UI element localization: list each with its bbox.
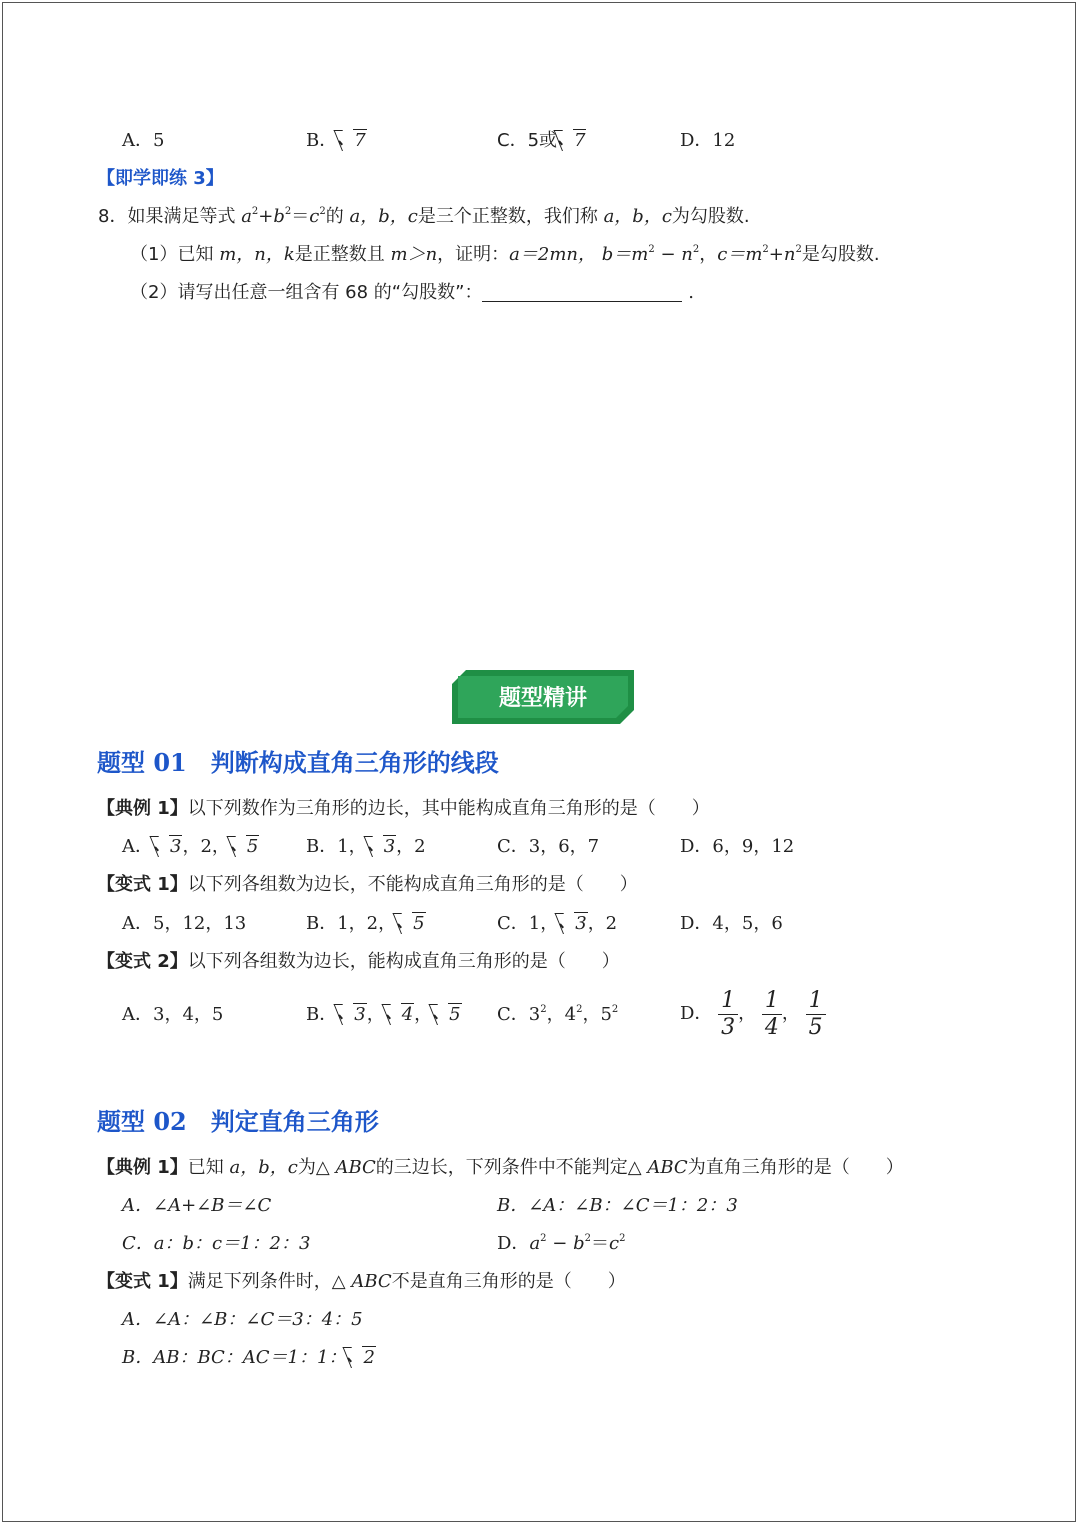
type01-ex1-option-a: A． 3，2， 5 [122,836,259,857]
type01-v2-option-d: D． $\frac{1}{3}$ ， $\frac{1}{4}$ ， $\frac{1}{5}$ [680,984,826,1044]
fraction-1-5: $\frac{1}{5}$ [806,988,826,1041]
option-b: B． 7 [306,130,366,151]
fraction-1-4: $\frac{1}{4}$ [762,988,782,1041]
answer-blank[interactable] [482,281,682,302]
type01-v1-option-a: A．5，12，13 [122,913,247,934]
type01-v2-option-b: B． 3， 4， 5 [306,1004,461,1025]
type02-v1-option-b: B．AB：BC：AC＝1：1： 2 [122,1347,375,1368]
type01-variant-2: 【变式 2】以下列各组数为边长，能构成直角三角形的是（ ） [97,951,620,972]
section-banner [452,670,634,724]
banner-label: 题型精讲 [498,686,588,711]
type02-example-1: 【典例 1】已知 a，b，c为△ ABC的三边长，下列条件中不能判定△ ABC为直角三角形的是（ ） [97,1157,904,1178]
type01-v2-option-c: C．$3^2$，$4^2$，$5^2$ [497,1004,619,1025]
option-c: C．5或 7 [497,130,586,151]
type02-ex1-option-d: D．$a^2 - b^2=c^2$ [497,1233,626,1254]
type01-example-1: 【典例 1】以下列数作为三角形的边长，其中能构成直角三角形的是（ ） [97,798,710,819]
type01-v1-option-d: D．4，5，6 [680,913,783,934]
type-02-title: 题型 02 判定直角三角形 [97,1107,379,1136]
type01-v2-option-a: A．3，4，5 [122,1004,224,1025]
question-8-part-2: （2）请写出任意一组含有 68 的“勾股数”： . [130,282,694,303]
type02-ex1-option-c: C．a：b：c＝1：2：3 [122,1233,311,1254]
fraction-1-3: $\frac{1}{3}$ [718,988,738,1041]
type01-ex1-option-d: D．6，9，12 [680,836,795,857]
type02-v1-option-a: A．∠A：∠B：∠C＝3：4：5 [122,1309,363,1330]
type-01-title: 题型 01 判断构成直角三角形的线段 [97,748,499,777]
type01-v1-option-b: B．1，2， 5 [306,913,425,934]
practice-heading: 【即学即练 3】 [97,168,224,189]
type01-v1-option-c: C．1， 3，2 [497,913,618,934]
type02-ex1-option-b: B．∠A：∠B：∠C＝1：2：3 [497,1195,738,1216]
type01-variant-1: 【变式 1】以下列各组数为边长，不能构成直角三角形的是（ ） [97,874,638,895]
option-a: A．5 [122,130,165,151]
question-8: 8．如果满足等式 $a^2+b^2=c^2$的 a，b，c是三个正整数，我们称 a，b，c为勾股数. [98,206,750,227]
type01-ex1-option-b: B．1， 3，2 [306,836,426,857]
type01-ex1-option-c: C．3，6，7 [497,836,600,857]
type02-ex1-option-a: A．∠A+∠B＝∠C [122,1195,272,1216]
type02-variant-1: 【变式 1】满足下列条件时，△ ABC不是直角三角形的是（ ） [97,1271,626,1292]
question-8-part-1: （1）已知 m，n，k是正整数且 m＞n，证明：a＝2mn， $b=m^2 - n^2$，$c=m^2+n^2$是勾股数. [130,244,880,265]
option-d: D．12 [680,130,736,151]
